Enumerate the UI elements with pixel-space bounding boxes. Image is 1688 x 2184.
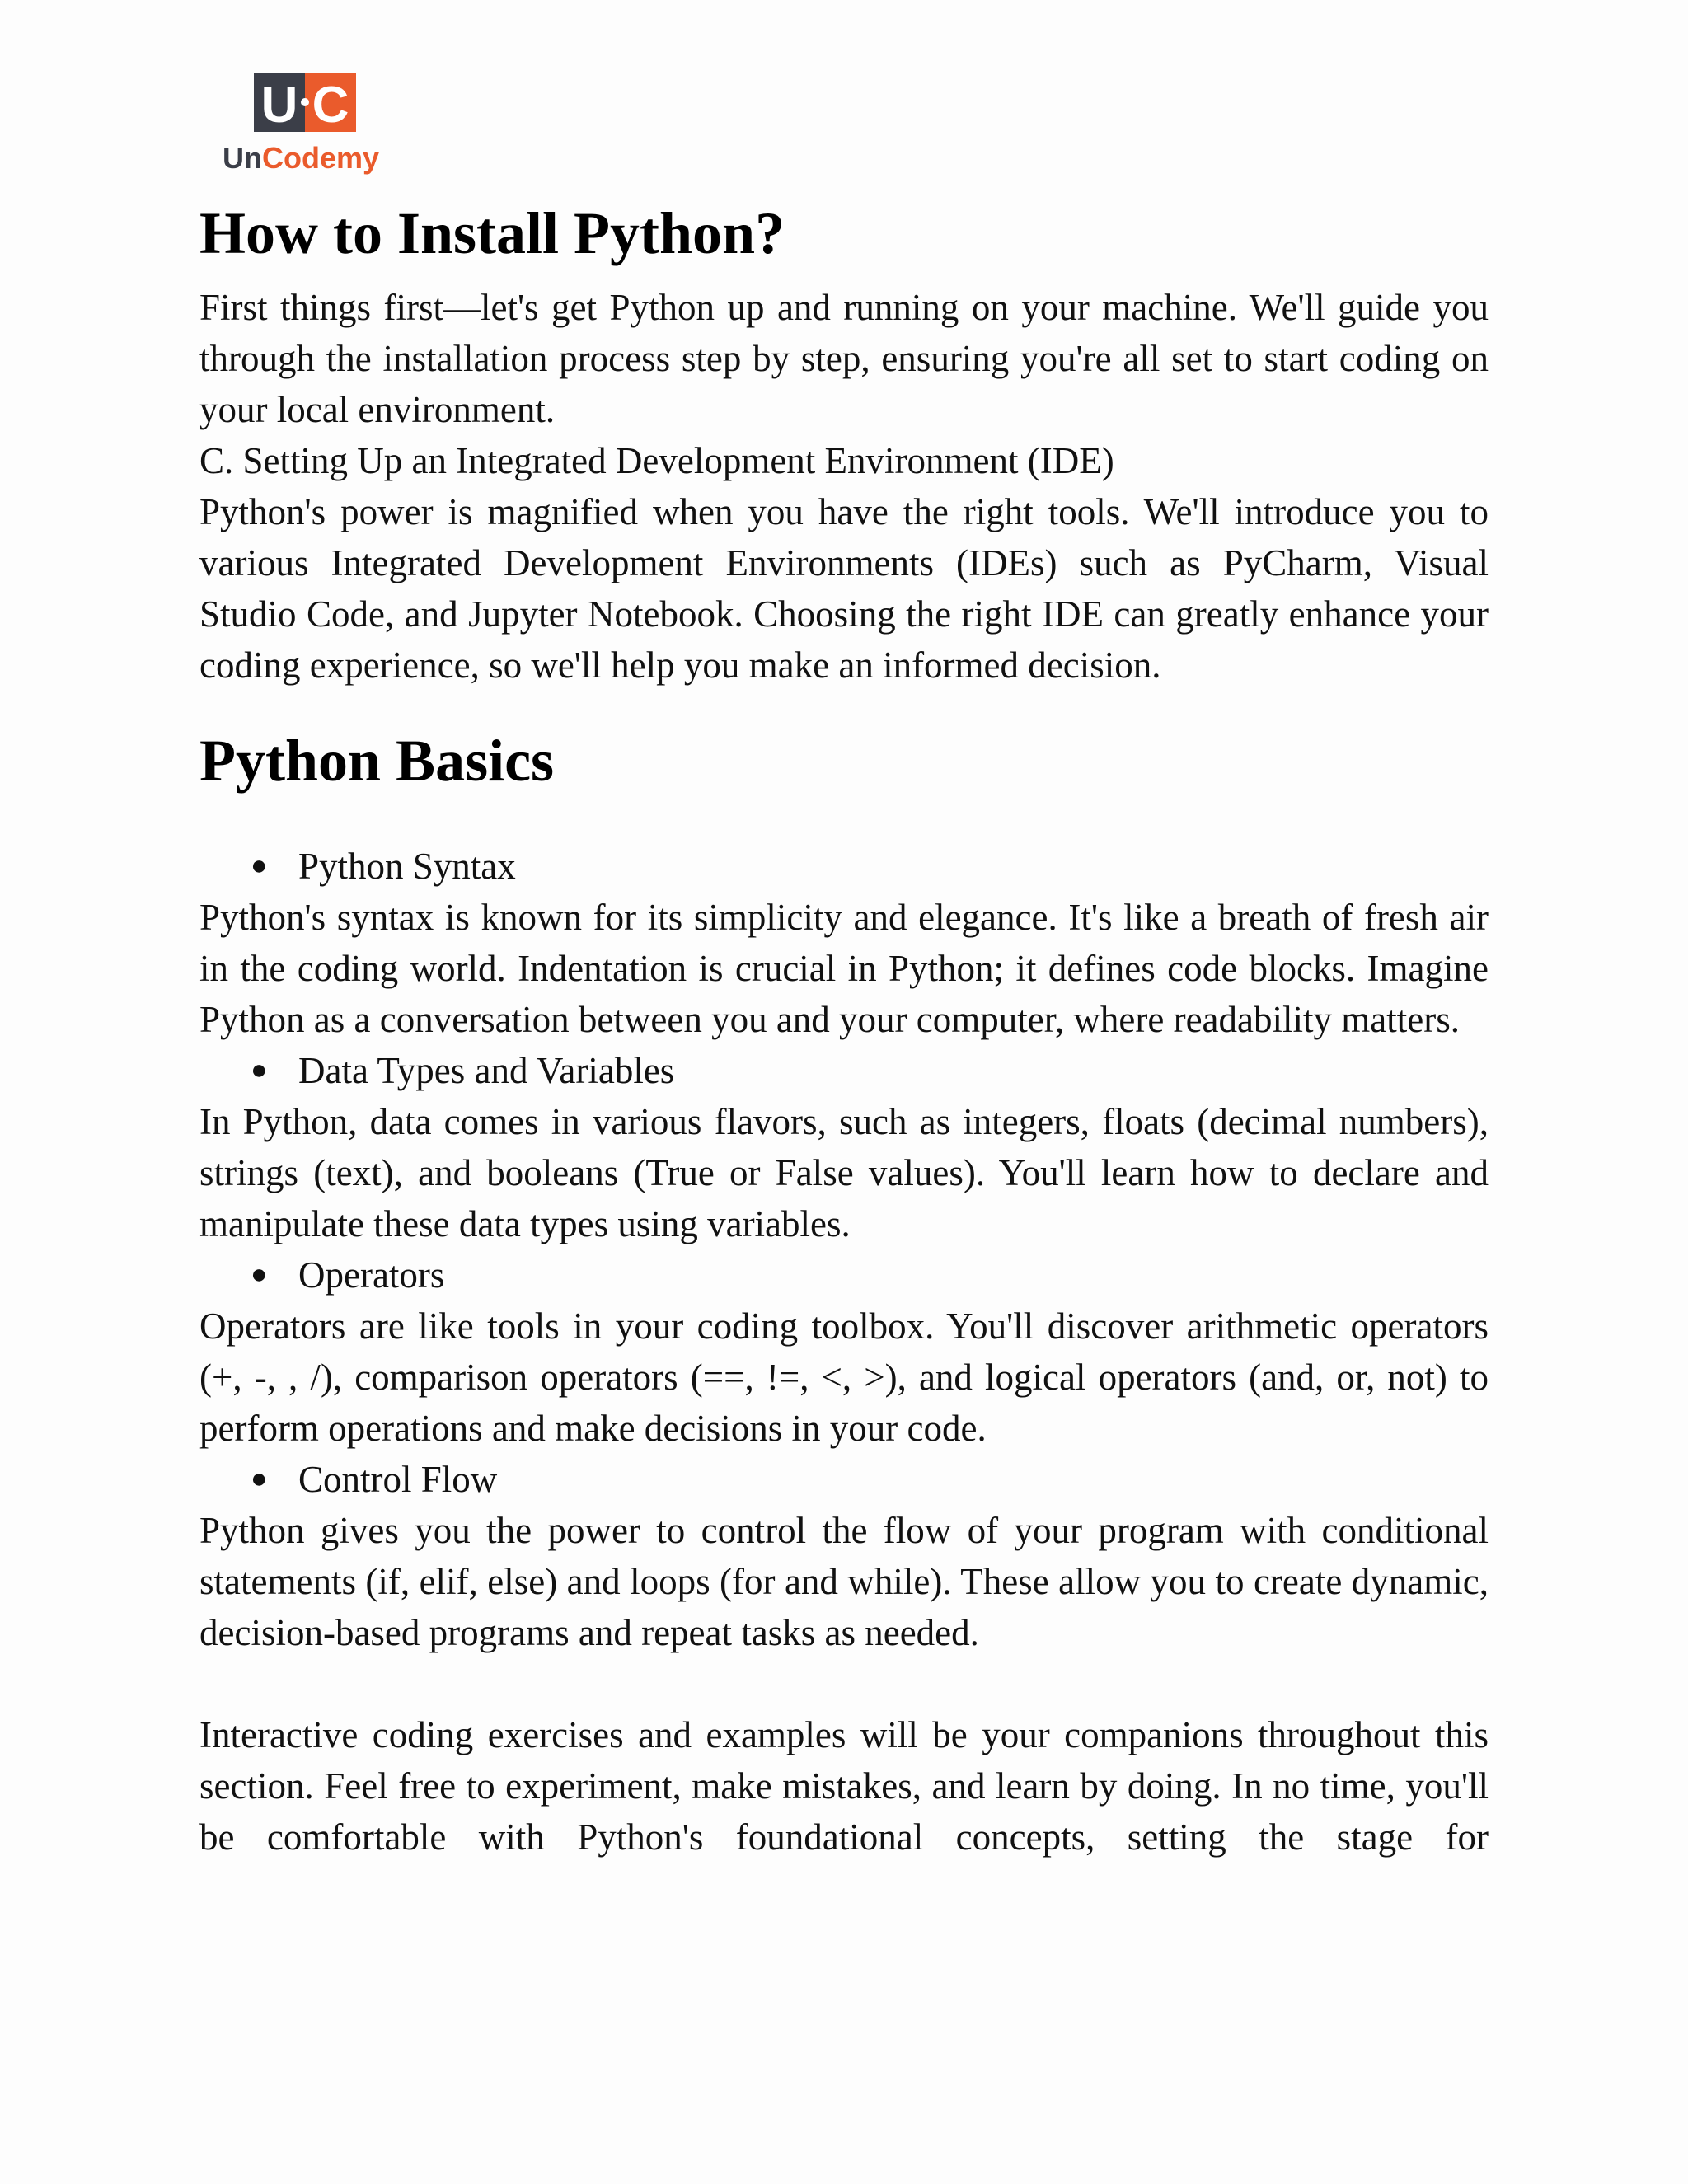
- data-types-paragraph: In Python, data comes in various flavors, such as integers, floats (decimal numbers), strings (text), and booleans (True or False values). You'll learn how to declare and manipulate these data types using variables.: [199, 1101, 1489, 1244]
- basics-heading: Python Basics: [199, 728, 555, 794]
- bullet-data-types: [199, 1045, 1489, 1096]
- control-flow-paragraph: Python gives you the power to control the flow of your program with conditional statements (if, elif, else) and loops (for and while). These allow you to create dynamic, decision-based programs and repeat tasks as needed.: [199, 1510, 1489, 1653]
- bullet-dot-icon: ●: [251, 851, 268, 881]
- paragraph-spacer: [199, 1658, 1489, 1709]
- basics-list: [199, 841, 1489, 892]
- operators-paragraph: Operators are like tools in your coding toolbox. You'll discover arithmetic operators (+, -, , /), comparison operators (==, !=, <, >), and logical operators (and, or, not) to perform operations and make decisions in your code.: [199, 1305, 1489, 1449]
- bullet-control-flow: [199, 1454, 1489, 1505]
- bullet-dot-icon: ●: [251, 1055, 268, 1085]
- basics-list: [199, 1045, 1489, 1096]
- bullet-dot-icon: ●: [251, 1464, 268, 1494]
- bullet-title: Python Syntax: [298, 846, 516, 887]
- ide-paragraph: Python's power is magnified when you have the right tools. We'll introduce you to various Integrated Development Environments (IDEs) such as PyCharm, Visual Studio Code, and Jupyter Notebook. Choosing the right IDE can greatly enhance your coding experience, so we'll help you make an informed decision.: [199, 491, 1489, 686]
- bullet-title: Operators: [298, 1254, 445, 1296]
- logo-mark-right-letter: C: [312, 77, 349, 134]
- logo-mark-left-letter: U: [260, 77, 298, 134]
- logo-wordmark-codemy: Codemy: [262, 141, 380, 175]
- bullet-python-syntax: [199, 841, 1489, 892]
- ide-subheading: C. Setting Up an Integrated Development Environment (IDE): [199, 440, 1114, 481]
- bullet-title: Data Types and Variables: [298, 1050, 675, 1091]
- document-content: [199, 196, 1489, 1863]
- bullet-dot-icon: ●: [251, 1259, 268, 1290]
- logo-wordmark: [223, 141, 379, 175]
- bullet-operators: [199, 1249, 1489, 1301]
- logo-wordmark-un: Un: [223, 141, 262, 175]
- uncodemy-logo-graphic: [223, 69, 396, 178]
- closing-paragraph: Interactive coding exercises and examples will be your companions throughout this section. Feel free to experiment, make mistakes, and learn by doing. In no time, you'll be comfortable with Python's foundational concepts, setting the stage for: [199, 1714, 1489, 1858]
- bullet-title: Control Flow: [298, 1459, 498, 1500]
- install-heading: How to Install Python?: [199, 200, 785, 266]
- basics-list: [199, 1249, 1489, 1301]
- logo-mark-dot: [301, 98, 309, 106]
- python-syntax-paragraph: Python's syntax is known for its simplicity and elegance. It's like a breath of fresh air in the coding world. Indentation is crucial in Python; it defines code blocks. Imagine Python as a conversation between you and your computer, where readability matters.: [199, 897, 1489, 1040]
- uncodemy-logo: [223, 69, 396, 178]
- install-intro-paragraph: First things first—let's get Python up and running on your machine. We'll guide you through the installation process step by step, ensuring you're all set to start coding on your local environment.: [199, 287, 1489, 430]
- basics-list: [199, 1454, 1489, 1505]
